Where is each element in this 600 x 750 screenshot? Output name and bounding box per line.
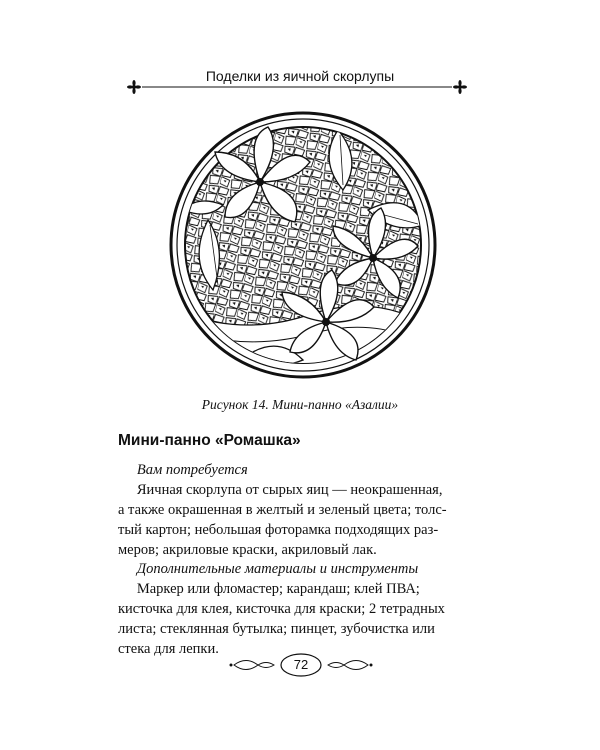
materials-paragraph [118,480,461,560]
tools-subheading: Дополнительные материалы и инструменты [136,561,419,577]
page-number: 72 [293,657,309,672]
running-header: Поделки из яичной скорлупы [205,68,395,84]
paragraph-line: кисточка для клея, кисточка для краски; 2 тетрадных [118,601,445,617]
section-heading: Мини-панно «Ромашка» [118,432,301,449]
paragraph-line: тый картон; небольшая фоторамка подходящих раз- [118,522,439,538]
materials-subheading: Вам потребуется [136,462,248,478]
tools-block [118,559,461,659]
paragraph-line: стека для лепки. [118,641,219,657]
paragraph-line: а также окрашенная в желтый и зеленый цвета; толс- [118,502,447,518]
paragraph-line: меров; акриловые краски, акриловый лак. [118,542,377,558]
paragraph-line: Маркер или фломастер; карандаш; клей ПВА; [136,581,420,597]
tools-paragraph [118,579,461,659]
azalea-mosaic-illustration [168,110,438,380]
materials-block [118,460,461,560]
figure-caption: Рисунок 14. Мини-панно «Азалии» [201,397,399,412]
paragraph-line: Яичная скорлупа от сырых яиц — неокрашенная, [136,482,443,498]
flower-ornament-left-icon [127,80,141,94]
header-ornament-rule [130,78,464,96]
paragraph-line: листа; стеклянная бутылка; пинцет, зубочистка или [118,621,435,637]
